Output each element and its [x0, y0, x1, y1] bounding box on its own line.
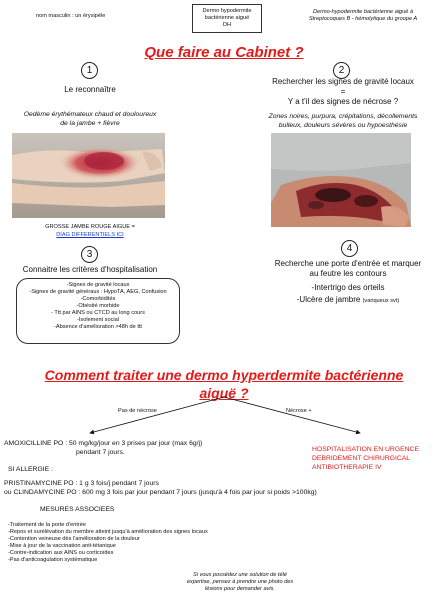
criteria-item: -Comorbidités [80, 295, 116, 302]
allergie-label: SI ALLERGIE : [8, 466, 53, 473]
step1-desc-line1: Oedème érythémateux chaud et douloureux [23, 111, 157, 118]
amoxicilline-line1: AMOXICILLINE PO : 50 mg/kg/jour en 3 prises par jour (max 6g/j) [4, 440, 203, 447]
section2-title-line2: aiguë ? [199, 385, 249, 402]
criteria-item: -Obésité morbide [76, 302, 120, 309]
criteria-item: -Absence d'amélioration >48h de ttt [54, 323, 142, 330]
hospitalisation-criteria-box [16, 278, 180, 344]
step1-desc-line2: de la jambe + fièvre [60, 119, 120, 127]
section2-title-line1: Comment traiter une dermo hyperdermite bactérienne [44, 367, 404, 383]
mesure-item: -Contention veineuse dès l'amélioration de la douleur [8, 535, 140, 542]
ulcere-label: -Ulcère de jambre [296, 295, 361, 304]
criteria-item: -Isolement social [77, 316, 119, 323]
header-title-line3: DH [222, 21, 232, 28]
step2-number: 2 [333, 62, 350, 79]
necrosis-leg-image [271, 133, 411, 227]
arrow-no-necrosis [90, 397, 224, 433]
header-title-line2: bactérienne aiguë [204, 14, 250, 21]
hospitalisation-line1: HOSPITALISATION EN URGENCE [312, 446, 420, 453]
branch-no-necrosis: Pas de nécrose [118, 408, 157, 414]
red-leg-image [12, 133, 165, 218]
header-title-box [192, 4, 262, 33]
hospitalisation-line3: ANTIBIOTHERAPIE IV [312, 463, 382, 471]
step4-heading-line1: Recherche une porte d'entrée et marquer [274, 259, 422, 268]
footer-line2: expertise, pensez à prendre une photo des [186, 578, 294, 585]
arrow-necrosis [224, 397, 360, 433]
step1-description [0, 111, 180, 129]
step1-heading: Le reconnaître [64, 85, 116, 94]
header-right-line1: Dermo-hypodermite bactérienne aiguë à [312, 9, 414, 15]
section1-title: Que faire au Cabinet ? [144, 44, 304, 61]
step2-desc-line1: Zones noires, purpura, crépitations, décollements [268, 113, 418, 120]
step3-heading: Connaitre les critères d'hospitalisation [22, 265, 158, 274]
mesure-item: -Repos et surélévation du membre atteint jusqu'à amélioration des signes locaux [8, 528, 208, 535]
clindamycine-treatment: ou CLINDAMYCINE PO : 600 mg 3 fois par jour pendant 7 jours (jusqu'à 4 fois par jour si poids >100kg) [4, 489, 317, 496]
necrosis-leg-photo [271, 133, 411, 227]
pristinamycine-treatment: PRISTINAMYCINE PO : 1 g 3 fois/j pendant 7 jours [4, 480, 159, 487]
criteria-item: - Ttt par AINS ou CTCD au long cours [51, 309, 145, 316]
header-left-note: nom masculin : un érysipèle [36, 13, 106, 19]
mesure-item: -Pas d'anticoagulation systématique [8, 556, 98, 563]
amoxicilline-line2: pendant 7 jours. [76, 448, 125, 456]
step3-number: 3 [81, 246, 98, 263]
step4-heading [248, 259, 448, 279]
criteria-item: -Signes de gravité généraux : HypoTA, AEG, Confusion [29, 288, 167, 295]
mesure-item: -Contre-indication aux AINS ou corticoïdes [8, 549, 114, 556]
header-right-note [288, 9, 438, 23]
criteria-list [17, 279, 179, 331]
header-title-line1: Dermo hypodermite [202, 8, 252, 14]
footer-line1: Si vous possédez une solution de télé [193, 572, 287, 578]
mesures-list [8, 522, 308, 564]
mesure-item: -Mise à jour de la vaccination anti-tétanique [8, 542, 116, 549]
header-right-line2: Streptocoques B - hémolytique du groupe A [308, 15, 418, 22]
decision-arrows [0, 395, 448, 440]
red-leg-photo [12, 133, 165, 218]
step4-heading-line2: au feutre les contours [309, 269, 387, 278]
step2-heading-line2: = [340, 87, 346, 96]
step1-number: 1 [81, 62, 98, 79]
step2-heading [238, 77, 448, 107]
amoxicilline-treatment [4, 440, 274, 458]
step4-item-intertrigo: -Intertrigo des orteils [311, 283, 385, 292]
ulcere-note: (variqueux svt) [362, 298, 400, 304]
hospitalisation-line2: DEBRIDEMENT CHIRURGICAL [312, 454, 411, 462]
criteria-item: -Signes de gravité locaux [66, 282, 130, 288]
hospitalisation-urgence [312, 446, 446, 472]
step4-item-ulcere [248, 295, 448, 305]
mesures-title: MESURES ASSOCIEES [40, 506, 115, 513]
step2-heading-line1: Rechercher les signes de gravité locaux [272, 77, 414, 86]
branch-necrosis: Nécrose + [286, 408, 312, 414]
step1-caption: GROSSE JAMBE ROUGE AIGUE = [45, 224, 135, 230]
footer-line3: lésions pour demander avis. [205, 585, 275, 592]
step2-heading-line3: Y a t'il des signes de nécrose ? [287, 97, 399, 106]
step2-desc-line2: bulleux, douleurs sévères ou hypoesthésie [278, 121, 408, 129]
step4-number: 4 [341, 240, 358, 257]
footer-note [170, 572, 310, 593]
mesure-item: -Traitement de la porte d'entrée [8, 522, 86, 528]
step2-description [238, 113, 448, 131]
diag-differentiels-link[interactable]: DIAG DIFFERENTIELS ICI [56, 232, 124, 238]
